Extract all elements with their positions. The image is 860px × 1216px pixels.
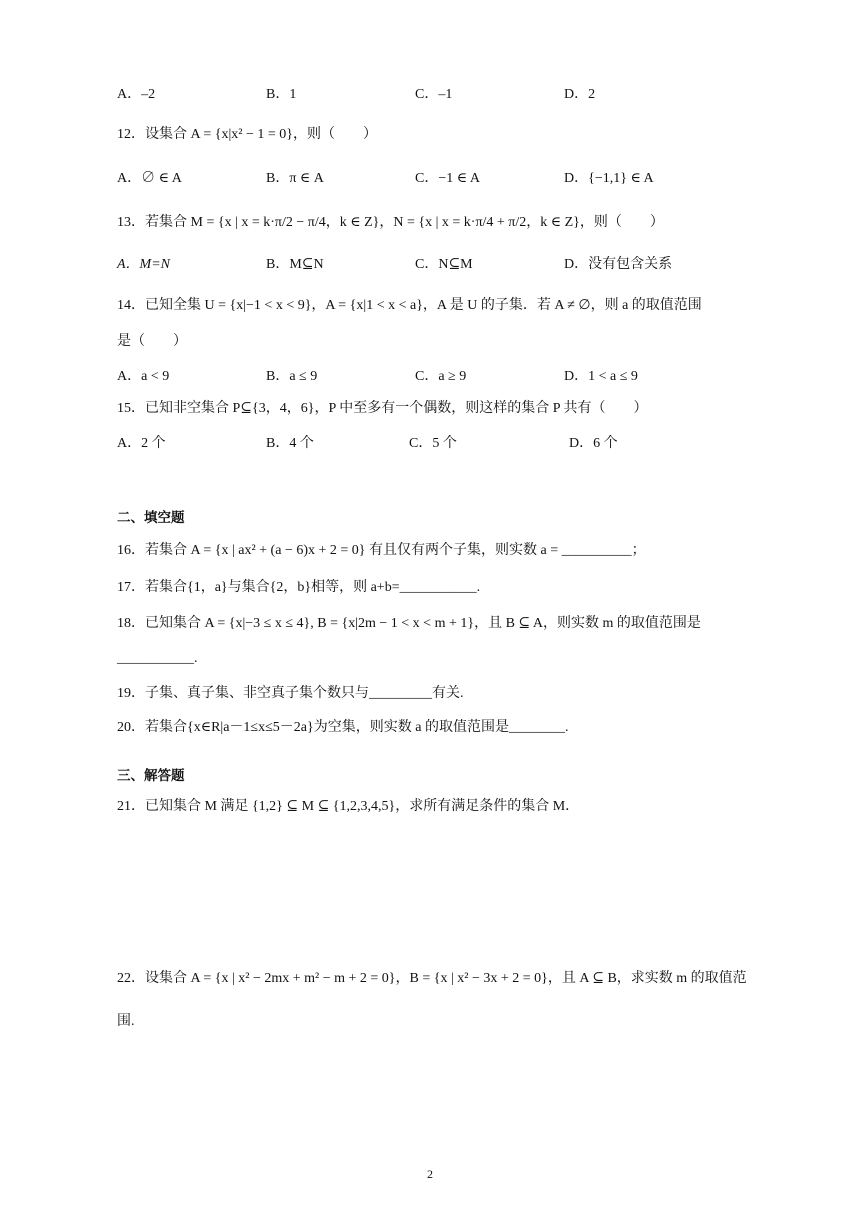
q11-option-d: D．2 <box>564 87 596 102</box>
q17: 17．若集合{1，a}与集合{2，b}相等，则 a+b=___________. <box>117 580 481 595</box>
q11-options <box>117 84 757 106</box>
q12-option-d: D．{−1,1} ∈ A <box>564 171 654 186</box>
q12-option-b: B．π ∈ A <box>266 171 324 186</box>
q12-option-c: C．−1 ∈ A <box>415 171 480 186</box>
q11-option-b: B．1 <box>266 87 297 102</box>
q13-option-d: D．没有包含关系 <box>564 257 673 272</box>
q15-option-a: A．2 个 <box>117 436 166 451</box>
q15-option-d: D．6 个 <box>569 436 618 451</box>
q13-options <box>117 254 757 276</box>
q15-option-c: C．5 个 <box>409 436 457 451</box>
q14-option-c: C．a ≥ 9 <box>415 369 467 384</box>
q14-option-b: B．a ≤ 9 <box>266 369 318 384</box>
q14-stem-line1: 14．已知全集 U = {x|−1 < x < 9}，A = {x|1 < x < a}，A 是 U 的子集．若 A ≠ ∅，则 a 的取值范围 <box>117 298 702 313</box>
q12-stem: 12．设集合 A = {x|x² − 1 = 0}，则（ ） <box>117 127 377 142</box>
q11-option-a: A．–2 <box>117 87 156 102</box>
q16: 16．若集合 A = {x | ax² + (a − 6)x + 2 = 0} 有且仅有两个子集，则实数 a = __________； <box>117 543 646 558</box>
q12-options <box>117 168 757 190</box>
q13-option-b: B．M⊆N <box>266 257 324 272</box>
q12-option-a: A．∅ ∈ A <box>117 171 182 186</box>
q15-options <box>117 433 757 455</box>
q14-option-d: D．1 < a ≤ 9 <box>564 369 638 384</box>
section-solve-title: 三、解答题 <box>117 768 185 784</box>
q20: 20．若集合{x∈R|a－1≤x≤5－2a}为空集，则实数 a 的取值范围是________. <box>117 720 569 735</box>
q15-stem: 15．已知非空集合 P⊆{3，4，6}，P 中至多有一个偶数，则这样的集合 P 共有（ ） <box>117 401 648 416</box>
q13-option-c: C．N⊆M <box>415 257 473 272</box>
q21: 21．已知集合 M 满足 {1,2} ⊆ M ⊆ {1,2,3,4,5}，求所有满足条件的集合 M． <box>117 799 580 814</box>
q19: 19．子集、真子集、非空真子集个数只与_________有关. <box>117 686 464 701</box>
q13-option-a: A．M=N <box>117 257 170 272</box>
q14-options <box>117 366 757 388</box>
q18-line2: ___________. <box>117 651 198 666</box>
q22-line1: 22．设集合 A = {x | x² − 2mx + m² − m + 2 = 0}，B = {x | x² − 3x + 2 = 0}，且 A ⊆ B，求实数 m 的取值范 <box>117 971 747 986</box>
q14-stem-line2: 是（ ） <box>117 334 187 349</box>
q15-option-b: B．4 个 <box>266 436 314 451</box>
q11-option-c: C．–1 <box>415 87 453 102</box>
q14-option-a: A．a < 9 <box>117 369 170 384</box>
q13-stem: 13．若集合 M = {x | x = k·π/2 − π/4，k ∈ Z}，N = {x | x = k·π/4 + π/2，k ∈ Z}，则（ ） <box>117 215 664 230</box>
q18-line1: 18．已知集合 A = {x|−3 ≤ x ≤ 4}, B = {x|2m − 1 < x < m + 1}，且 B ⊆ A，则实数 m 的取值范围是 <box>117 616 701 631</box>
q22-line2: 围. <box>117 1014 135 1029</box>
page-number: 2 <box>427 1167 433 1181</box>
section-fill-in-title: 二、填空题 <box>117 510 185 526</box>
